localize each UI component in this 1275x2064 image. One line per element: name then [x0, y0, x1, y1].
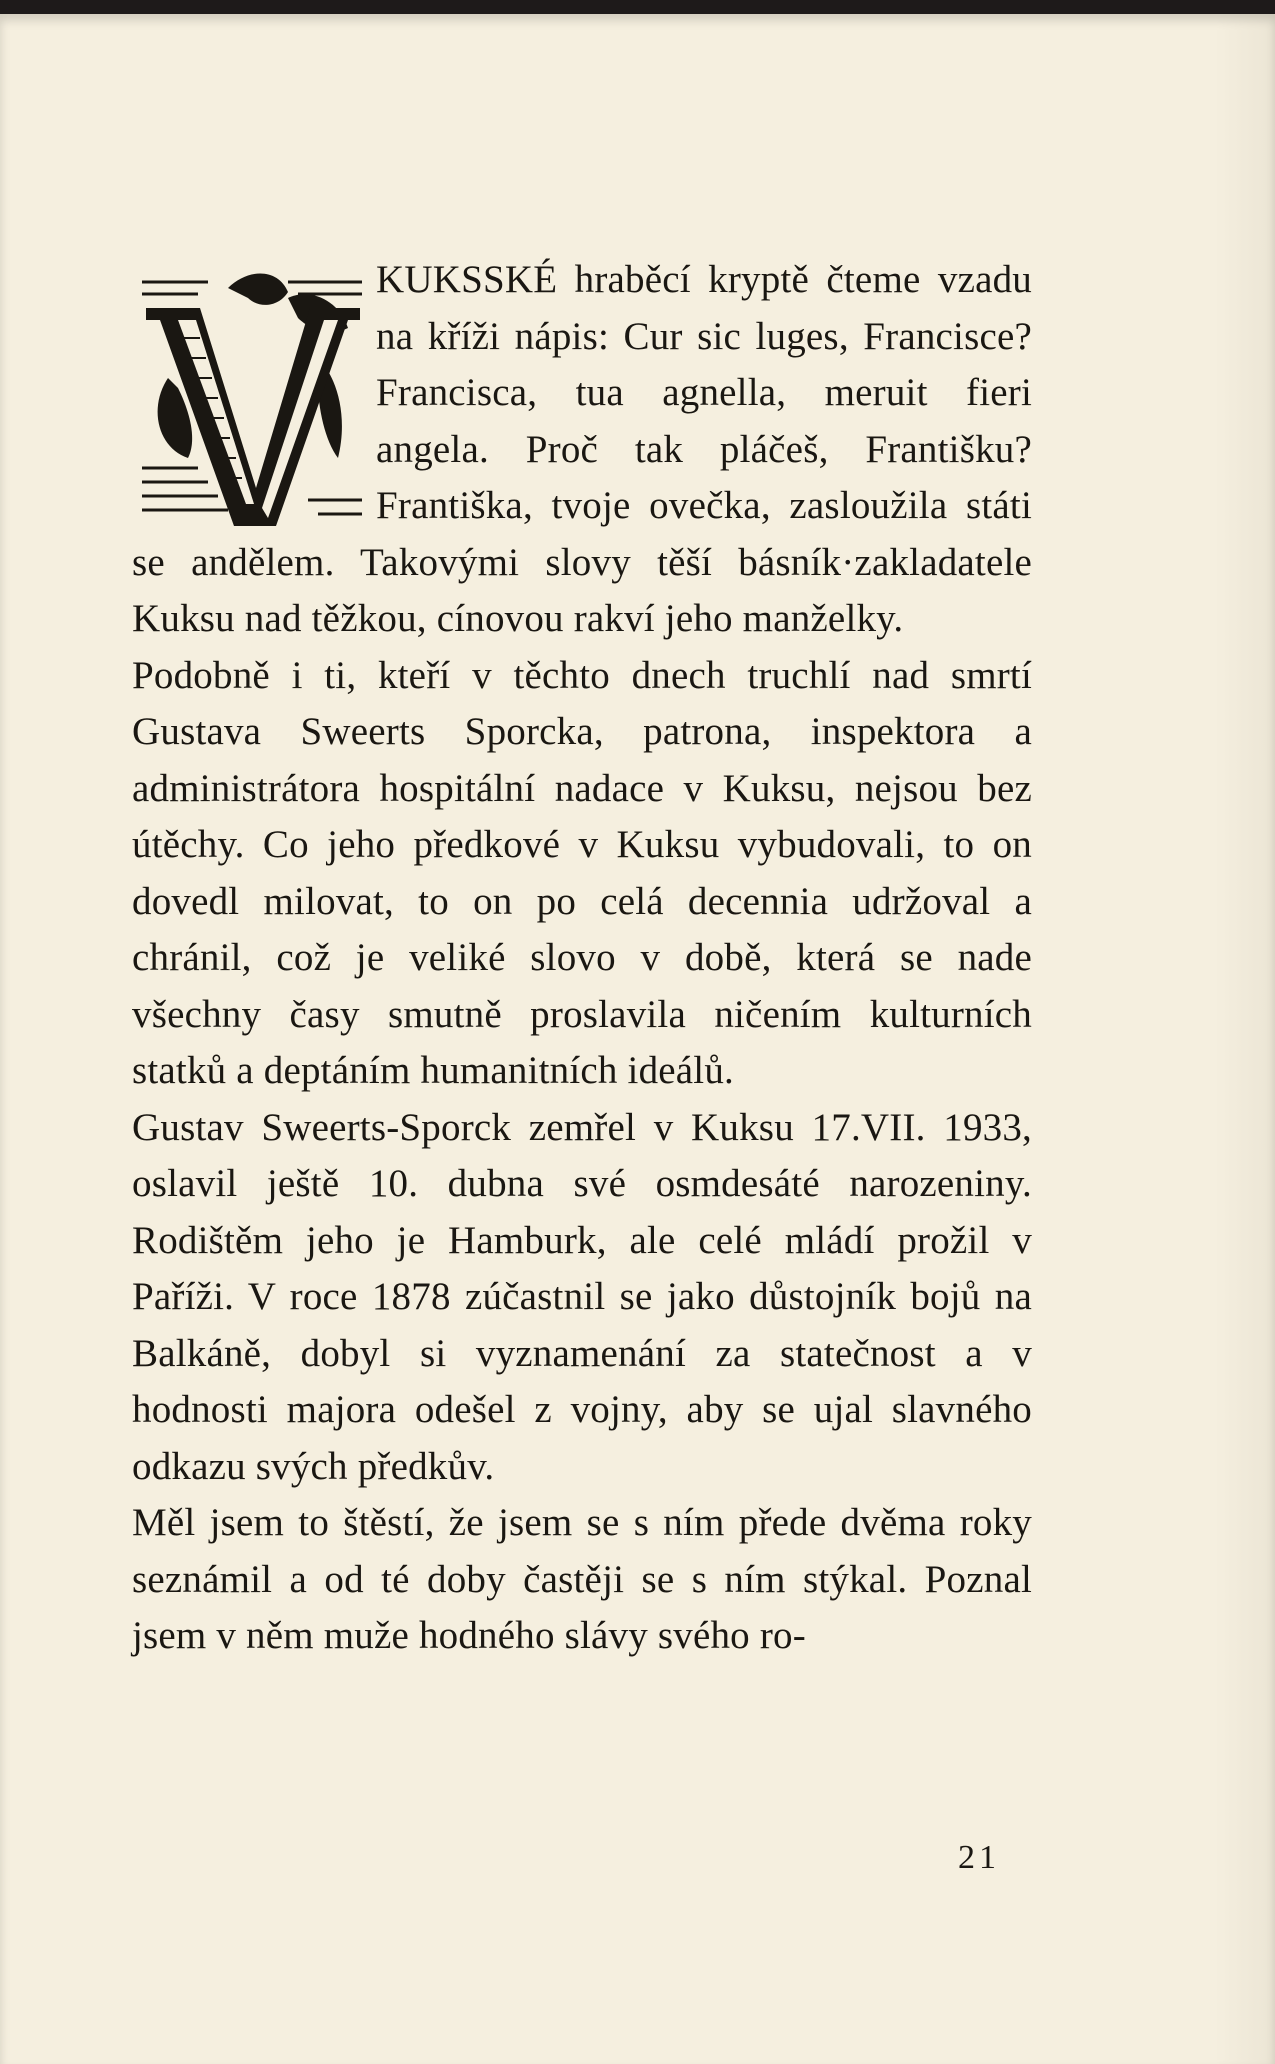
book-page: [0, 14, 1275, 2064]
paragraph-2: Podobně i ti, kteří v těchto dnech truchlí nad smrtí Gustava Sweerts Sporcka, patrona, inspektora a administrátora hospitální nadace v Kuksu, nejsou bez útěchy. Co jeho předkové v Kuksu vybudovali, to on dovedl milovat, to on po celá decennia udržoval a chránil, což je veliké slovo v době, která se nade všechny časy smutně proslavila ničením kulturních statků a deptáním humanitních ideálů.: [132, 653, 1032, 1092]
book-edge: [0, 0, 1275, 14]
paragraph-1: KUKSSKÉ hraběcí kryptě čteme vzadu na kříži nápis: Cur sic luges, Francisce? Francisca, tua agnella, meruit fieri angela. Proč tak pláčeš, Františku? Františka, tvoje ovečka, zasloužila státi se andělem. Takovými slovy těší básník·zakladatele Kuksu nad těžkou, cínovou rakví jeho manželky.: [132, 258, 1032, 640]
page-number: 21: [958, 1839, 1000, 1876]
text-block: [132, 252, 1032, 1665]
paragraph-4: Měl jsem to štěstí, že jsem se s ním přede dvěma roky seznámil a od té doby častěji se s ním stýkal. Poznal jsem v něm muže hodného slávy svého ro-: [132, 1501, 1032, 1657]
decorative-initial-v: [138, 268, 366, 530]
paragraph-3: Gustav Sweerts-Sporck zemřel v Kuksu 17.VII. 1933, oslavil ještě 10. dubna své osmdesáté narozeniny. Rodištěm jeho je Hamburk, ale celé mládí prožil v Paříži. V roce 1878 zúčastnil se jako důstojník bojů na Balkáně, dobyl si vyznamenání za statečnost a v hodnosti majora odešel z vojny, aby se ujal slavného odkazu svých předkův.: [132, 1105, 1032, 1488]
